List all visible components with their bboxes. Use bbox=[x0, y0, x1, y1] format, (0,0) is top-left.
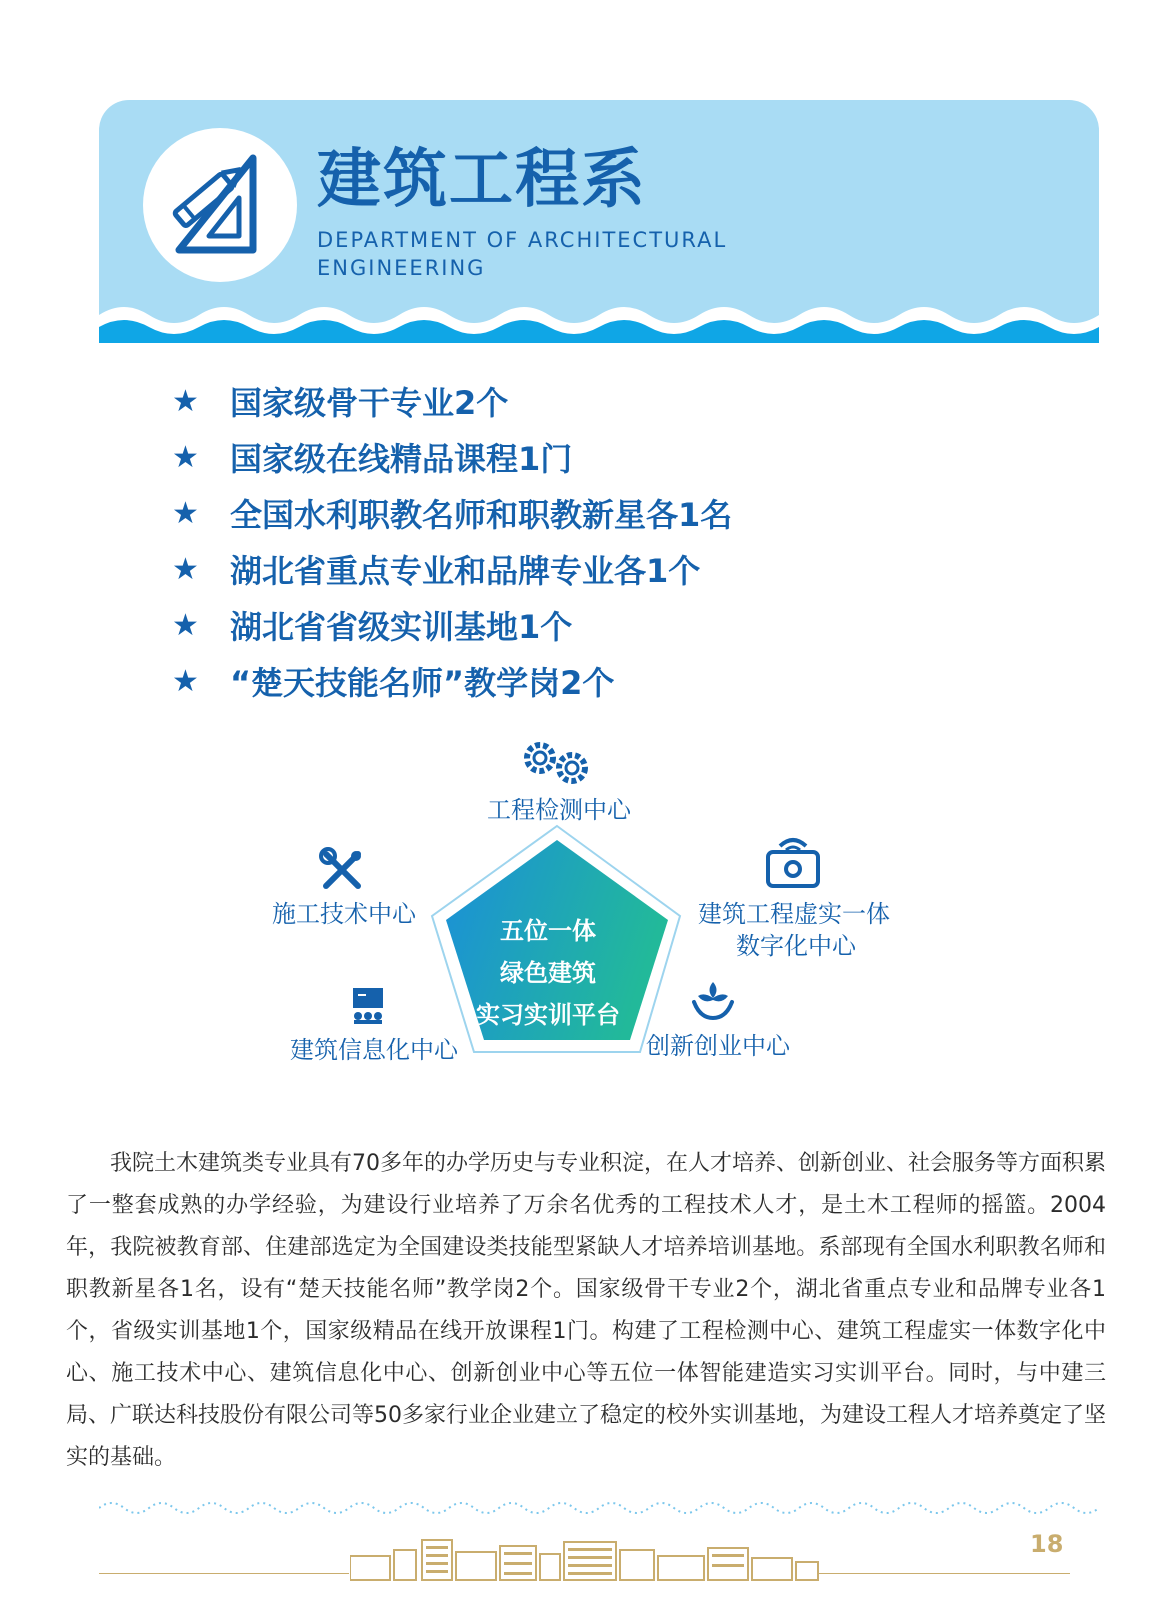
star-icon: ★ bbox=[172, 663, 199, 699]
dotted-wave-divider bbox=[99, 1496, 1099, 1520]
page-number: 18 bbox=[1030, 1530, 1064, 1558]
vr-tablet-icon bbox=[762, 836, 824, 892]
wrench-screwdriver-icon bbox=[318, 846, 366, 894]
hands-plant-icon bbox=[690, 976, 736, 1022]
node-construction-tech: 施工技术中心 bbox=[272, 900, 416, 928]
star-icon: ★ bbox=[172, 439, 199, 475]
highlight-text: 国家级在线精品课程1门 bbox=[230, 440, 573, 478]
list-item bbox=[172, 485, 732, 541]
footer-line-right bbox=[818, 1573, 1070, 1574]
center-line: 五位一体 bbox=[500, 917, 596, 945]
highlight-text: 湖北省省级实训基地1个 bbox=[230, 608, 573, 646]
campus-buildings-icon bbox=[350, 1536, 820, 1582]
node-engineering-testing: 工程检测中心 bbox=[487, 796, 631, 824]
platform-diagram bbox=[260, 750, 940, 1110]
node-digital-center-line1: 建筑工程虚实一体 bbox=[698, 900, 890, 928]
page-title: 建筑工程系 bbox=[317, 143, 647, 217]
highlight-text: “楚天技能名师”教学岗2个 bbox=[230, 664, 615, 702]
pencil-triangle-ruler-icon bbox=[165, 150, 275, 260]
page-subtitle-en: DEPARTMENT OF ARCHITECTURAL ENGINEERING bbox=[317, 228, 728, 280]
star-icon: ★ bbox=[172, 551, 199, 587]
node-digital-center-line2: 数字化中心 bbox=[736, 932, 856, 960]
list-item bbox=[172, 597, 732, 653]
node-building-info: 建筑信息化中心 bbox=[290, 1036, 458, 1064]
center-line: 实习实训平台 bbox=[476, 1001, 620, 1029]
body-paragraph: 我院土木建筑类专业具有70多年的办学历史与专业积淀，在人才培养、创新创业、社会服务等方面积累了一整套成熟的办学经验，为建设行业培养了万余名优秀的工程技术人才，是土木工程师的摇篮。2004年，我院被教育部、住建部选定为全国建设类技能型紧缺人才培养培训基地。系部现有全国水利职教名师和职教新星各1名，设有“楚天技能名师”教学岗2个。国家级骨干专业2个，湖北省重点专业和品牌专业各1个，省级实训基地1个，国家级精品在线开放课程1门。构建了工程检测中心、建筑工程虚实一体数字化中心、施工技术中心、建筑信息化中心、创新创业中心等五位一体智能建造实习实训平台。同时，与中建三局、广联达科技股份有限公司等50多家行业企业建立了稳定的校外实训基地，为建设工程人才培养奠定了坚实的基础。 bbox=[66, 1151, 1106, 1470]
star-icon: ★ bbox=[172, 495, 199, 531]
node-innovation: 创新创业中心 bbox=[646, 1032, 790, 1060]
footer-line-left bbox=[99, 1573, 349, 1574]
header-banner bbox=[99, 100, 1099, 343]
star-icon: ★ bbox=[172, 607, 199, 643]
center-line: 绿色建筑 bbox=[500, 959, 596, 987]
list-item bbox=[172, 429, 732, 485]
gears-icon bbox=[518, 738, 596, 790]
list-item bbox=[172, 373, 732, 429]
list-item bbox=[172, 653, 732, 709]
wave-decoration bbox=[99, 293, 1099, 343]
presentation-icon bbox=[350, 986, 386, 1026]
highlight-text: 湖北省重点专业和品牌专业各1个 bbox=[230, 552, 701, 590]
platform-center-text bbox=[408, 910, 688, 1036]
logo-badge bbox=[143, 128, 297, 282]
highlights-list bbox=[172, 373, 732, 709]
list-item bbox=[172, 541, 732, 597]
star-icon: ★ bbox=[172, 383, 199, 419]
highlight-text: 全国水利职教名师和职教新星各1名 bbox=[230, 496, 733, 534]
highlight-text: 国家级骨干专业2个 bbox=[230, 384, 509, 422]
